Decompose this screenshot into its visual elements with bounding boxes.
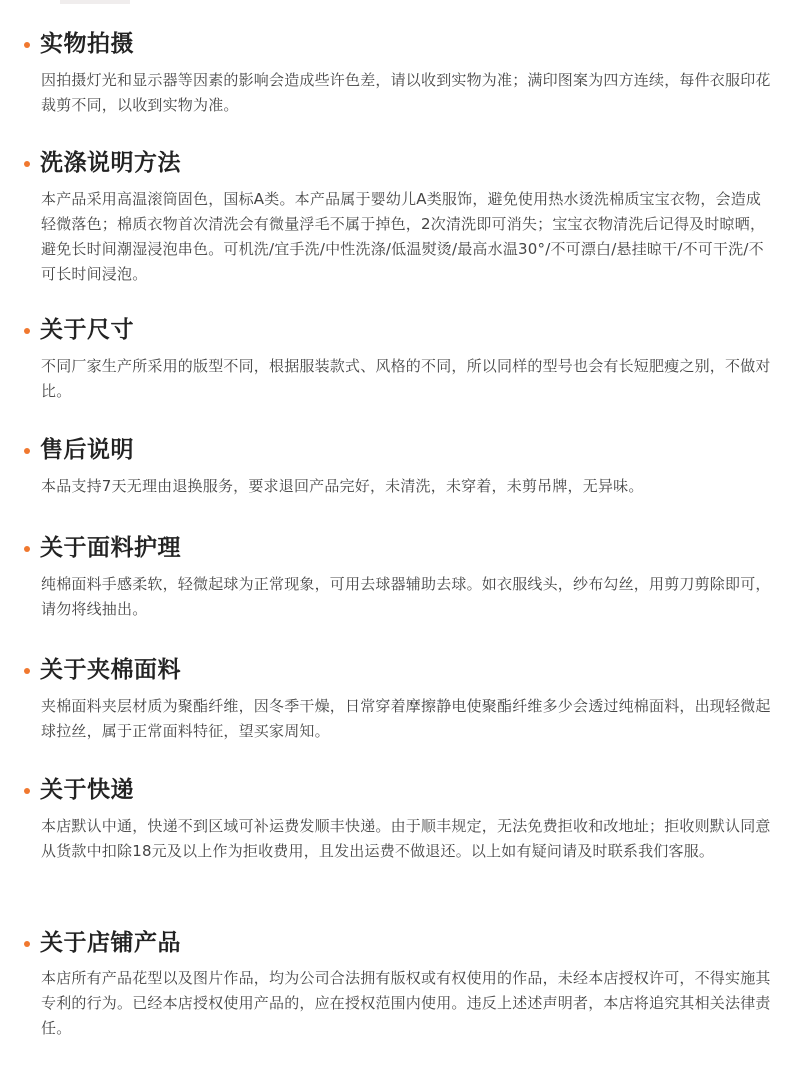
section-title: 关于店铺产品 bbox=[40, 930, 181, 956]
bullet-dot-icon bbox=[24, 941, 30, 947]
section-shipping bbox=[0, 772, 790, 860]
bullet-dot-icon bbox=[24, 546, 30, 552]
section-title: 洗涤说明方法 bbox=[40, 150, 181, 176]
section-heading bbox=[0, 432, 790, 468]
bullet-dot-icon bbox=[24, 788, 30, 794]
bullet-dot-icon bbox=[24, 448, 30, 454]
section-heading bbox=[0, 772, 790, 808]
bullet-dot-icon bbox=[24, 42, 30, 48]
section-fabric-care bbox=[0, 530, 790, 618]
section-text: 本产品采用高温滚筒固色，国标A类。本产品属于婴幼儿A类服饰，避免使用热水烫洗棉质宝宝衣物，会造成轻微落色；棉质衣物首次清洗会有微量浮毛不属于掉色，2次清洗即可消失；宝宝衣物清洗后记得及时晾晒，避免长时间潮湿浸泡串色。可机洗/宜手洗/中性洗涤/低温熨烫/最高水温30°/不可漂白/悬挂晾干/不可干洗/不可长时间浸泡。 bbox=[41, 190, 766, 283]
section-title: 售后说明 bbox=[40, 437, 134, 463]
section-text: 纯棉面料手感柔软，轻微起球为正常现象，可用去球器辅助去球。如衣服线头，纱布勾丝，用剪刀剪除即可，请勿将线抽出。 bbox=[41, 575, 771, 618]
section-padded-fabric bbox=[0, 652, 790, 740]
section-text: 本品支持7天无理由退换服务，要求退回产品完好，未清洗，未穿着，未剪吊牌，无异味。 bbox=[41, 477, 644, 495]
section-heading bbox=[0, 312, 790, 348]
section-heading bbox=[0, 530, 790, 566]
section-size bbox=[0, 312, 790, 400]
section-title: 实物拍摄 bbox=[40, 31, 134, 57]
section-heading bbox=[0, 145, 790, 181]
section-title: 关于面料护理 bbox=[40, 535, 181, 561]
section-heading bbox=[0, 925, 790, 961]
section-title: 关于夹棉面料 bbox=[40, 657, 181, 683]
section-text: 不同厂家生产所采用的版型不同，根据服装款式、风格的不同，所以同样的型号也会有长短肥瘦之别，不做对比。 bbox=[41, 357, 771, 400]
section-text: 本店所有产品花型以及图片作品，均为公司合法拥有版权或有权使用的作品，未经本店授权许可，不得实施其专利的行为。已经本店授权使用产品的，应在授权范围内使用。违反上述述声明者，本店将追究其相关法律责任。 bbox=[41, 969, 771, 1037]
section-text: 因拍摄灯光和显示器等因素的影响会造成些许色差，请以收到实物为准；满印图案为四方连续，每件衣服印花裁剪不同，以收到实物为准。 bbox=[41, 71, 771, 114]
section-title: 关于快递 bbox=[40, 777, 134, 803]
section-washing bbox=[0, 145, 790, 283]
section-text: 本店默认中通，快递不到区域可补运费发顺丰快递。由于顺丰规定，无法免费拒收和改地址；拒收则默认同意从货款中扣除18元及以上作为拒收费用，且发出运费不做退还。以上如有疑问请及时联系我们客服。 bbox=[41, 817, 771, 860]
section-heading bbox=[0, 26, 790, 62]
section-after-sales bbox=[0, 432, 790, 495]
section-photo bbox=[0, 26, 790, 114]
section-heading bbox=[0, 652, 790, 688]
section-title: 关于尺寸 bbox=[40, 317, 134, 343]
section-text: 夹棉面料夹层材质为聚酯纤维，因冬季干燥，日常穿着摩擦静电使聚酯纤维多少会透过纯棉面料，出现轻微起球拉丝，属于正常面料特征，望买家周知。 bbox=[41, 697, 771, 740]
bullet-dot-icon bbox=[24, 328, 30, 334]
bullet-dot-icon bbox=[24, 161, 30, 167]
bullet-dot-icon bbox=[24, 668, 30, 674]
section-store-products bbox=[0, 925, 790, 1037]
